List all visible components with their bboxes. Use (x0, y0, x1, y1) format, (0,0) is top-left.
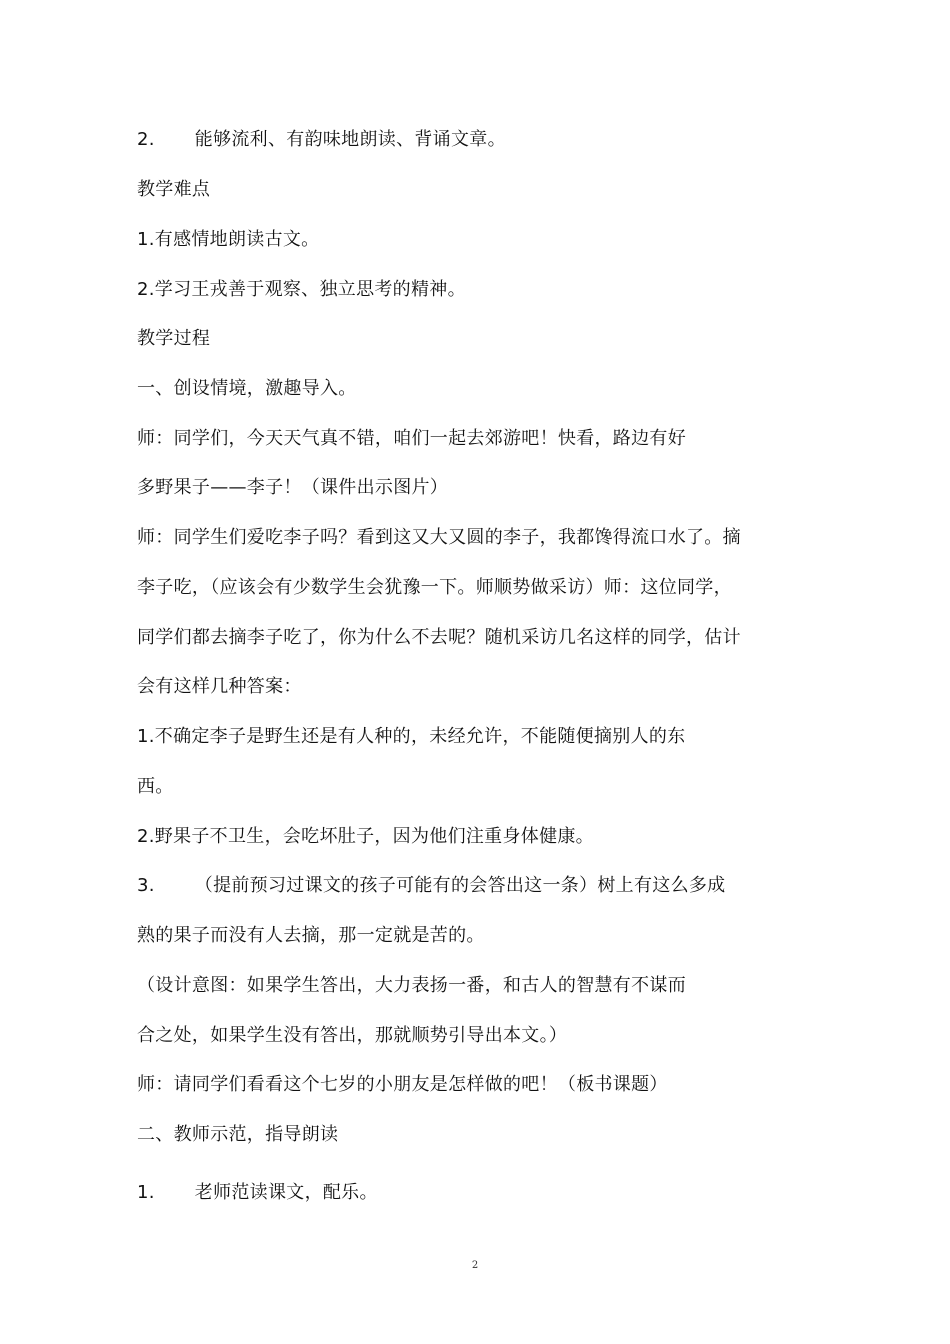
numbered-item-3 (137, 874, 725, 898)
item-number: 3. (137, 875, 155, 896)
item-number: 2. (137, 129, 155, 150)
paragraph-line: 1.不确定李子是野生还是有人种的，未经允许，不能随便摘别人的东 (137, 726, 686, 747)
paragraph-line: （设计意图：如果学生答出，大力表扬一番，和古人的智慧有不谋而 (137, 975, 686, 996)
paragraph-line: 西。 (137, 776, 174, 797)
paragraph-line: 会有这样几种答案： (137, 676, 302, 697)
section-heading-difficulties: 教学难点 (137, 179, 211, 200)
paragraph-line: 师：同学生们爱吃李子吗？看到这又大又圆的李子，我都馋得流口水了。摘 (137, 527, 741, 548)
numbered-item-2 (137, 128, 506, 152)
section-heading-process: 教学过程 (137, 328, 211, 349)
numbered-item-1 (137, 1181, 378, 1205)
subsection-heading: 一、创设情境，激趣导入。 (137, 378, 357, 399)
item-number: 1. (137, 1182, 155, 1203)
item-text: 能够流利、有韵味地朗读、背诵文章。 (194, 129, 506, 150)
paragraph-line: 熟的果子而没有人去摘，那一定就是苦的。 (137, 925, 485, 946)
paragraph-line: 1.有感情地朗读古文。 (137, 229, 320, 250)
subsection-heading: 二、教师示范，指导朗读 (137, 1124, 339, 1145)
paragraph-line: 2.野果子不卫生，会吃坏肚子，因为他们注重身体健康。 (137, 826, 594, 847)
paragraph-line: 2.学习王戎善于观察、独立思考的精神。 (137, 279, 466, 300)
item-text: （提前预习过课文的孩子可能有的会答出这一条）树上有这么多成 (194, 875, 726, 896)
paragraph-line: 师：请同学们看看这个七岁的小朋友是怎样做的吧！（板书课题） (137, 1074, 668, 1095)
paragraph-line: 合之处，如果学生没有答出，那就顺势引导出本文。） (137, 1025, 568, 1046)
paragraph-line: 师：同学们，今天天气真不错，咱们一起去郊游吧！快看，路边有好 (137, 428, 686, 449)
page-number: 2 (471, 1260, 479, 1271)
paragraph-line: 李子吃，（应该会有少数学生会犹豫一下。师顺势做采访）师：这位同学， (137, 577, 732, 598)
paragraph-line: 同学们都去摘李子吃了，你为什么不去呢？随机采访几名这样的同学，估计 (137, 627, 741, 648)
paragraph-line: 多野果子——李子！（课件出示图片） (137, 477, 449, 498)
item-text: 老师范读课文，配乐。 (194, 1182, 378, 1203)
